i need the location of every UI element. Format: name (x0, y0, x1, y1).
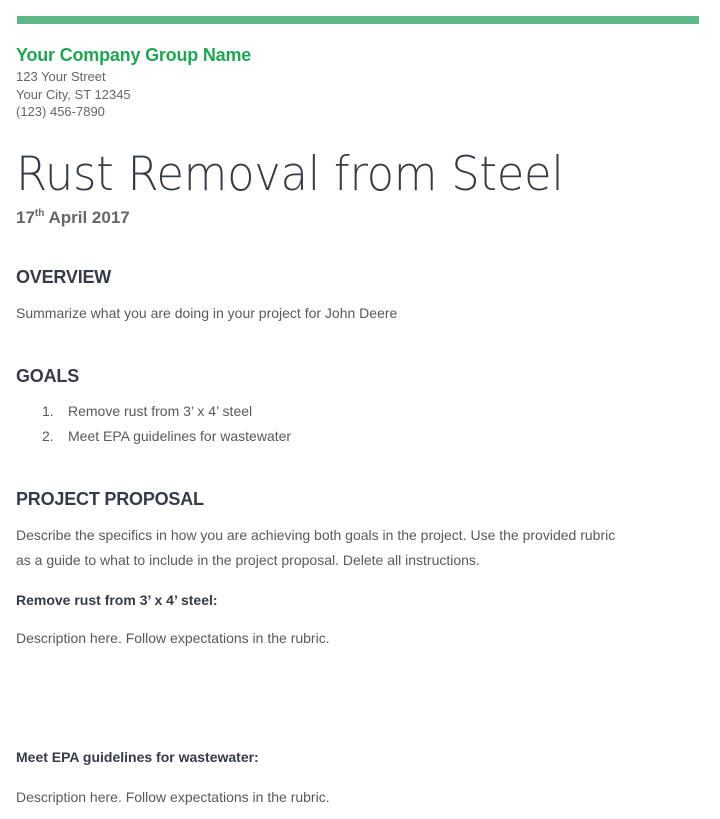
subsection-description-rust: Description here. Follow expectations in the rubric. (16, 630, 330, 646)
address-line-1: 123 Your Street (16, 69, 106, 84)
goal-number: 1. (42, 403, 54, 419)
proposal-heading: PROJECT PROPOSAL (16, 489, 204, 509)
subsection-heading-epa: Meet EPA guidelines for wastewater: (16, 749, 259, 765)
proposal-text-line-2: as a guide to what to include in the project proposal. Delete all instructions. (16, 552, 480, 568)
goal-number: 2. (42, 428, 54, 444)
goal-text: Remove rust from 3’ x 4’ steel (68, 403, 253, 419)
date-day: 17 (16, 208, 35, 227)
overview-text: Summarize what you are doing in your project for John Deere (16, 305, 398, 321)
goals-heading: GOALS (16, 366, 80, 386)
subsection-heading-rust: Remove rust from 3’ x 4’ steel: (16, 592, 218, 608)
date-suffix: th (34, 208, 45, 219)
header-accent-rule (17, 16, 699, 24)
address-line-2: Your City, ST 12345 (16, 87, 131, 102)
subsection-description-epa: Description here. Follow expectations in the rubric. (16, 789, 330, 805)
document-title: Rust Removal from Steel (16, 147, 564, 202)
company-name: Your Company Group Name (16, 45, 252, 65)
document-date (16, 208, 130, 228)
date-rest: April 2017 (44, 208, 130, 227)
overview-heading: OVERVIEW (16, 267, 112, 287)
phone-number: (123) 456-7890 (16, 104, 105, 119)
proposal-text-line-1: Describe the specifics in how you are achieving both goals in the project. Use the provided rubric (16, 527, 616, 543)
goal-text: Meet EPA guidelines for wastewater (68, 428, 292, 444)
